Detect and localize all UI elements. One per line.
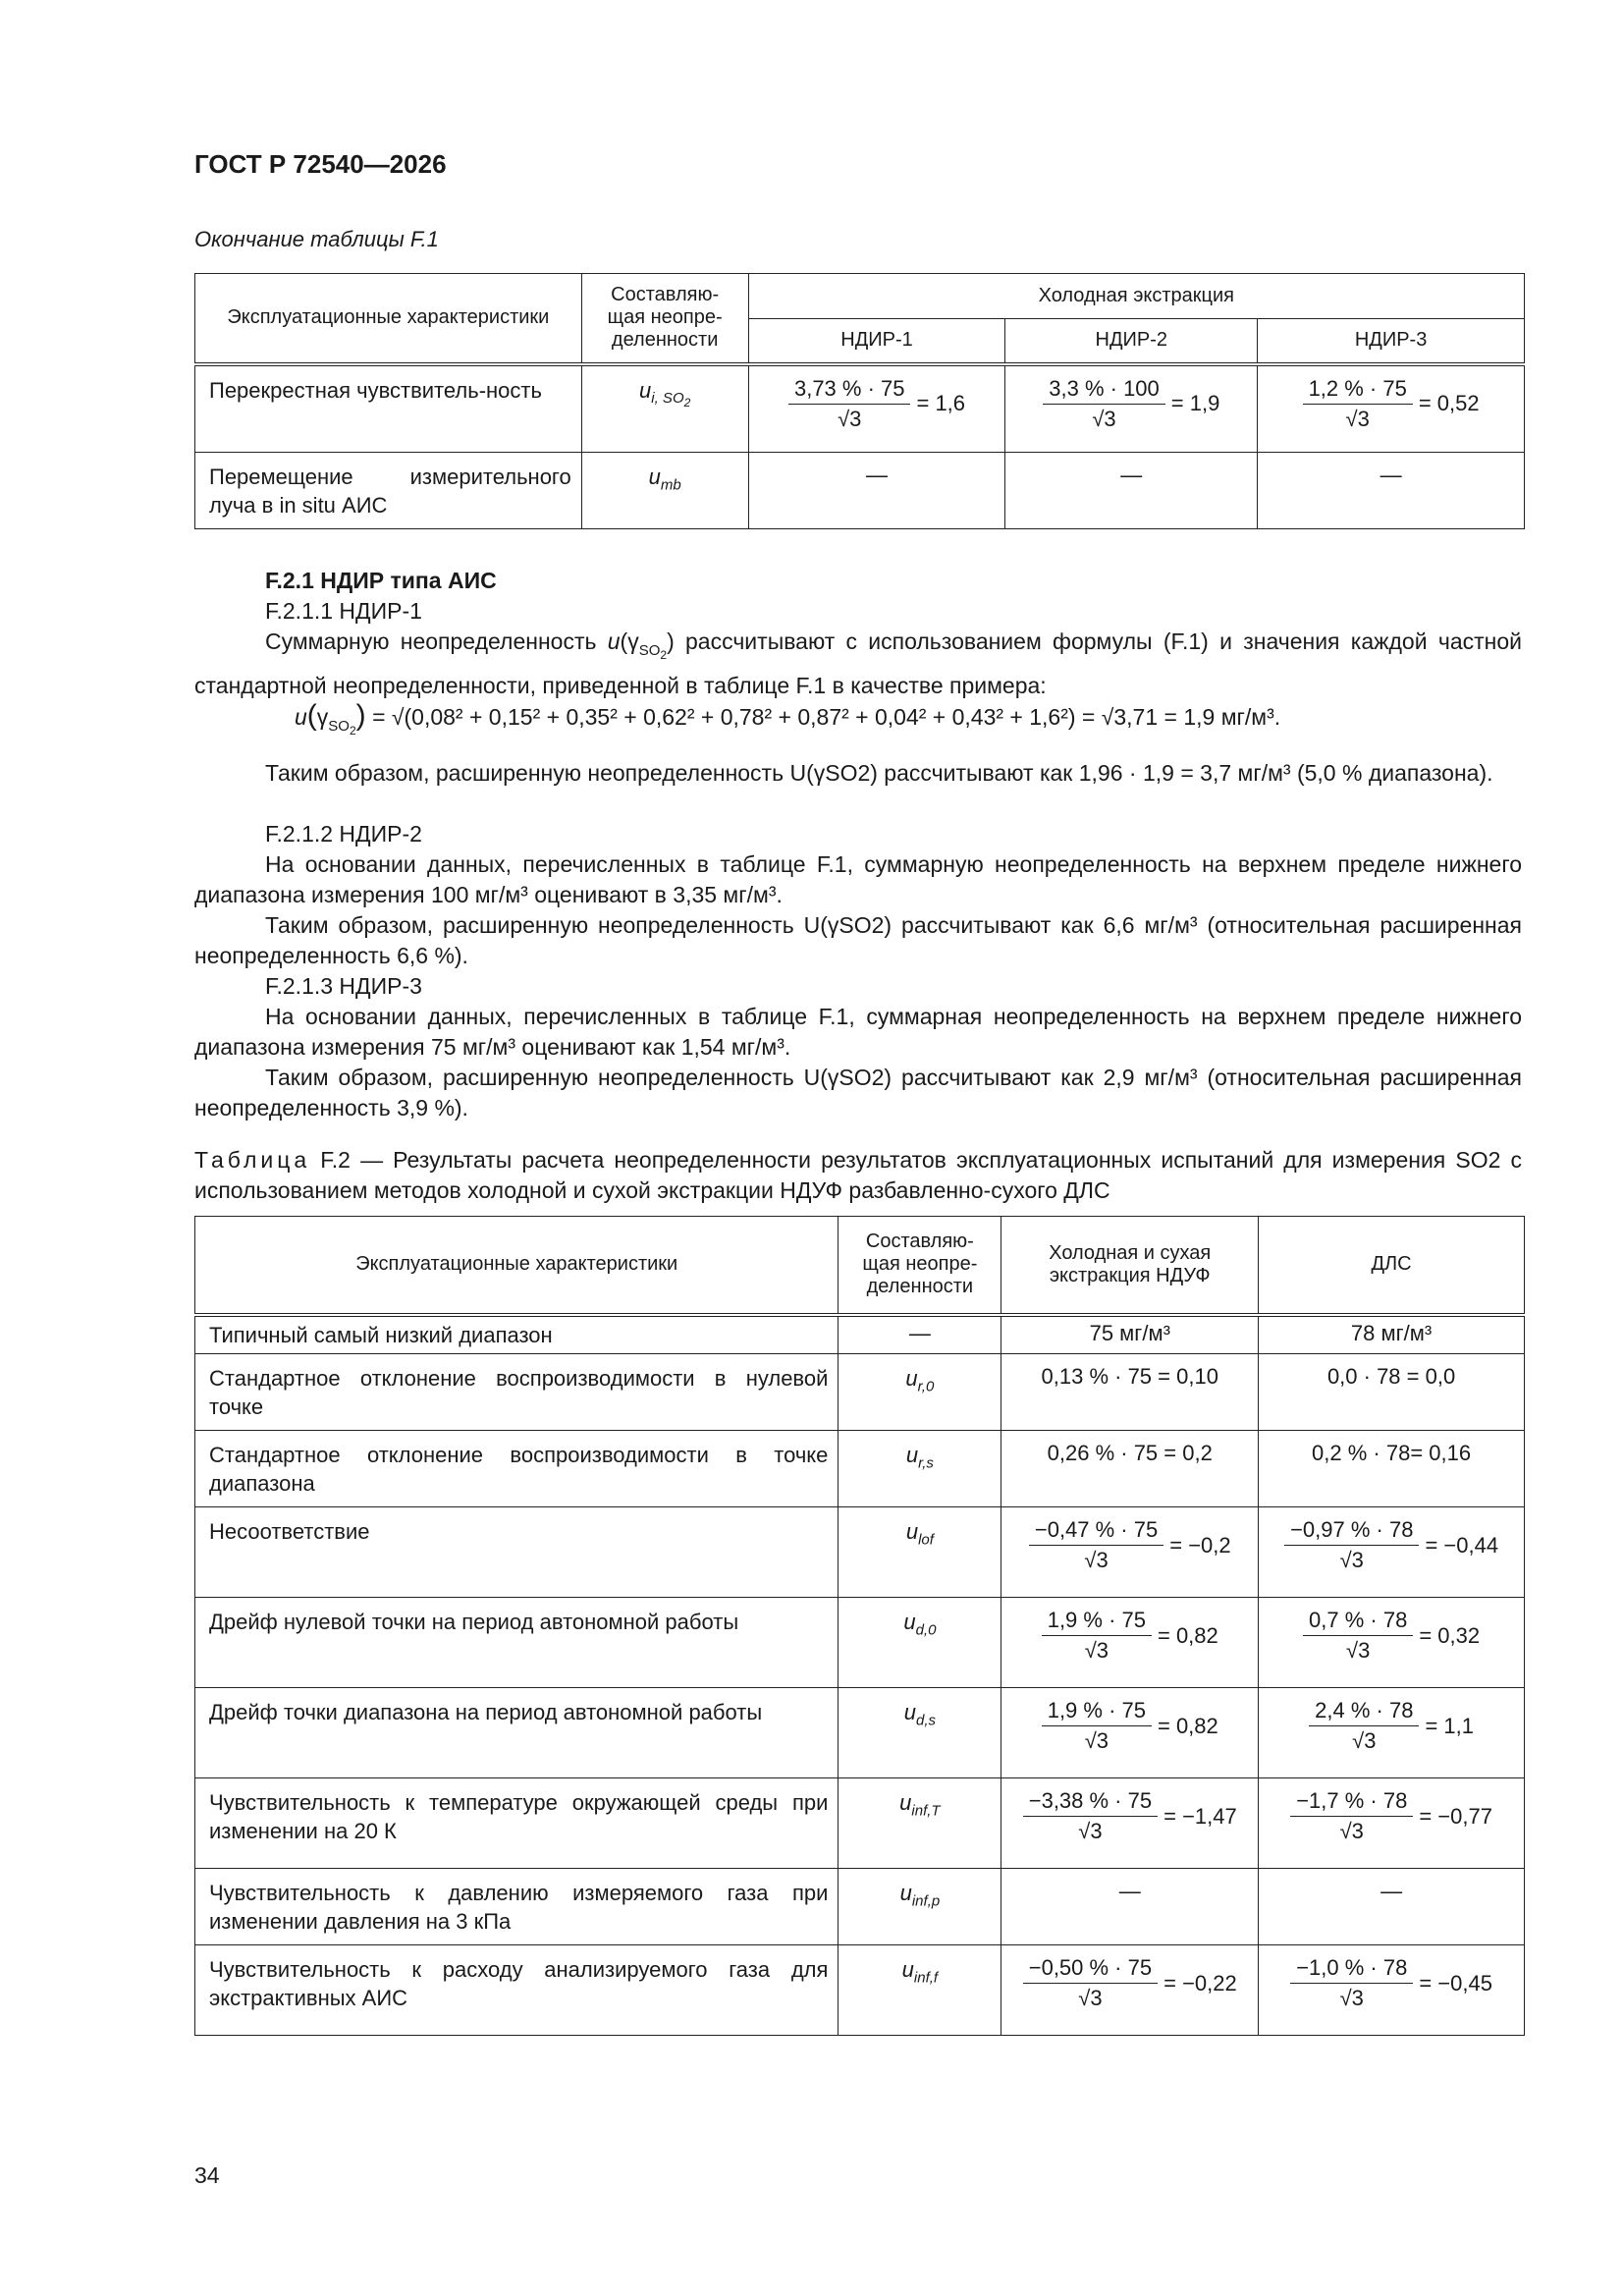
table-row xyxy=(195,1431,1525,1507)
t2-head-characteristics: Эксплуатационные характеристики xyxy=(195,1217,839,1315)
paragraph: Таким образом, расширенную неопределенность U(γSO2) рассчитывают как 2,9 мг/м³ (относительная расширенная неопределенность 3,9 %). xyxy=(194,1065,1522,1121)
row-symbol: — xyxy=(839,1315,1001,1354)
table-row xyxy=(195,364,1525,453)
table-row xyxy=(195,1688,1525,1778)
table-row xyxy=(195,1778,1525,1869)
formula-cell: $\frac{1,2 \% \cdot 75}{√3}$ = 0,52 xyxy=(1258,364,1525,453)
value-cell: 0,2 % · 78= 0,16 xyxy=(1259,1431,1525,1507)
empty-dash: — xyxy=(748,453,1005,529)
row-label: Чувствительность к давлению измеряемого газа при изменении давления на 3 кПа xyxy=(195,1869,839,1945)
row-symbol: $u_{mb}$ xyxy=(581,453,748,529)
t2-head-dls: ДЛС xyxy=(1259,1217,1525,1315)
formula-cell: $\frac{3,3 \% \cdot 100}{√3}$ = 1,9 xyxy=(1005,364,1258,453)
table-continuation-caption: Окончание таблицы F.1 xyxy=(194,227,439,251)
t1-head-component: Составляю- щая неопре- деленности xyxy=(581,274,748,364)
table-row xyxy=(195,453,1525,529)
empty-dash: — xyxy=(1259,1869,1525,1945)
formula-cell: $\frac{0,7 \% \cdot 78}{√3}$ = 0,32 xyxy=(1259,1598,1525,1688)
value-cell: 0,26 % · 75 = 0,2 xyxy=(1001,1431,1259,1507)
formula-cell: $\frac{-0,97 \% \cdot 78}{√3}$ = −0,44 xyxy=(1259,1507,1525,1598)
formula-cell: $\frac{-1,0 \% \cdot 78}{√3}$ = −0,45 xyxy=(1259,1945,1525,2036)
section-heading-f212: F.2.1.2 НДИР-2 xyxy=(265,821,422,847)
value-cell: 0,13 % · 75 = 0,10 xyxy=(1001,1354,1259,1431)
row-symbol: $u_{i, SO_2}$ xyxy=(581,364,748,453)
t2-head-ndir: Холодная и сухая экстракция НДУФ xyxy=(1001,1217,1259,1315)
formula-cell: $\frac{-0,47 \% \cdot 75}{√3}$ = −0,2 xyxy=(1001,1507,1259,1598)
row-label: Чувствительность к температуре окружающей среды при изменении на 20 К xyxy=(195,1778,839,1869)
section-heading-f21: F.2.1 НДИР типа АИС xyxy=(265,568,497,593)
paragraph: Таким образом, расширенную неопределенность U(γSO2) рассчитывают как 6,6 мг/м³ (относительная расширенная неопределенность 6,6 %). xyxy=(194,912,1522,968)
formula-cell: $\frac{-1,7 \% \cdot 78}{√3}$ = −0,77 xyxy=(1259,1778,1525,1869)
row-label: Перемещение измерительного луча в in situ АИС xyxy=(195,453,582,529)
table-row xyxy=(195,1869,1525,1945)
value-cell: 0,0 · 78 = 0,0 xyxy=(1259,1354,1525,1431)
section-heading-f211: F.2.1.1 НДИР-1 xyxy=(265,598,422,624)
row-symbol: $u_{inf,p}$ xyxy=(839,1869,1001,1945)
paragraph: Суммарную неопределенность $u(\gamma_{SO_2})$ рассчитывают с использованием формулы (F.1) и значения каждой частной стандартной неопределенности, приведенной в таблице F.1 в качестве примера: xyxy=(194,629,1522,698)
table-f2 xyxy=(194,1216,1525,2036)
empty-dash: — xyxy=(1001,1869,1259,1945)
row-symbol: $u_{lof}$ xyxy=(839,1507,1001,1598)
paragraph: На основании данных, перечисленных в таблице F.1, суммарную неопределенность на верхнем пределе нижнего диапазона измерения 100 мг/м³ оценивают в 3,35 мг/м³. xyxy=(194,851,1522,907)
value-cell: 78 мг/м³ xyxy=(1259,1315,1525,1354)
row-symbol: $u_{d,s}$ xyxy=(839,1688,1001,1778)
row-label: Стандартное отклонение воспроизводимости в точке диапазона xyxy=(195,1431,839,1507)
row-label: Чувствительность к расходу анализируемого газа для экстрактивных АИС xyxy=(195,1945,839,2036)
table-f2-caption: Таблица F.2 — Результаты расчета неопределенности результатов эксплуатационных испытаний для измерения SO2 с использованием методов холодной и сухой экстракции НДУФ разбавленно-сухого ДЛС xyxy=(194,1147,1522,1203)
value-cell: 75 мг/м³ xyxy=(1001,1315,1259,1354)
t2-head-component: Составляю- щая неопре- деленности xyxy=(839,1217,1001,1315)
row-label: Дрейф точки диапазона на период автономной работы xyxy=(195,1688,839,1778)
t1-head-characteristics: Эксплуатационные характеристики xyxy=(195,274,582,364)
table-row xyxy=(195,1945,1525,2036)
formula-cell: $\frac{-3,38 \% \cdot 75}{√3}$ = −1,47 xyxy=(1001,1778,1259,1869)
t1-head-ndir2: НДИР-2 xyxy=(1005,319,1258,364)
formula-cell: $\frac{3,73 \% \cdot 75}{√3}$ = 1,6 xyxy=(748,364,1005,453)
t1-head-ndir1: НДИР-1 xyxy=(748,319,1005,364)
table-f1 xyxy=(194,273,1525,529)
t1-head-cold-extraction: Холодная экстракция xyxy=(748,274,1524,319)
table-row xyxy=(195,1507,1525,1598)
document-code: ГОСТ Р 72540—2026 xyxy=(194,149,447,179)
row-symbol: $u_{d,0}$ xyxy=(839,1598,1001,1688)
section-heading-f213: F.2.1.3 НДИР-3 xyxy=(265,973,422,999)
table-row xyxy=(195,1598,1525,1688)
row-label: Перекрестная чувствитель-ность xyxy=(195,364,582,453)
row-label: Стандартное отклонение воспроизводимости в нулевой точке xyxy=(195,1354,839,1431)
row-label: Несоответствие xyxy=(195,1507,839,1598)
formula-cell: $\frac{-0,50 \% \cdot 75}{√3}$ = −0,22 xyxy=(1001,1945,1259,2036)
empty-dash: — xyxy=(1258,453,1525,529)
row-label: Дрейф нулевой точки на период автономной работы xyxy=(195,1598,839,1688)
row-symbol: $u_{r,s}$ xyxy=(839,1431,1001,1507)
formula-cell: $\frac{1,9 \% \cdot 75}{√3}$ = 0,82 xyxy=(1001,1688,1259,1778)
row-symbol: $u_{inf,f}$ xyxy=(839,1945,1001,2036)
row-symbol: $u_{r,0}$ xyxy=(839,1354,1001,1431)
paragraph: Таким образом, расширенную неопределенность U(γSO2) рассчитывают как 1,96 · 1,9 = 3,7 мг/м³ (5,0 % диапазона). xyxy=(265,760,1493,786)
empty-dash: — xyxy=(1005,453,1258,529)
table-row xyxy=(195,1354,1525,1431)
row-symbol: $u_{inf,T}$ xyxy=(839,1778,1001,1869)
page-number: 34 xyxy=(194,2162,220,2188)
formula-combined-uncertainty: $u(\gamma_{SO_2}) = √(0,08^2 + 0,15^2 + 0,35^2 + 0,62^2 + 0,78^2 + 0,87^2 + 0,04^2 + 0,43^2 + 1,6^2) = √3,71 = 1,9$ мг/м³. xyxy=(295,699,1281,738)
formula-cell: $\frac{1,9 \% \cdot 75}{√3}$ = 0,82 xyxy=(1001,1598,1259,1688)
table-row xyxy=(195,1315,1525,1354)
formula-cell: $\frac{2,4 \% \cdot 78}{√3}$ = 1,1 xyxy=(1259,1688,1525,1778)
row-label: Типичный самый низкий диапазон xyxy=(195,1315,839,1354)
t1-head-ndir3: НДИР-3 xyxy=(1258,319,1525,364)
paragraph: На основании данных, перечисленных в таблице F.1, суммарная неопределенность на верхнем пределе нижнего диапазона измерения 75 мг/м³ оценивают как 1,54 мг/м³. xyxy=(194,1004,1522,1060)
